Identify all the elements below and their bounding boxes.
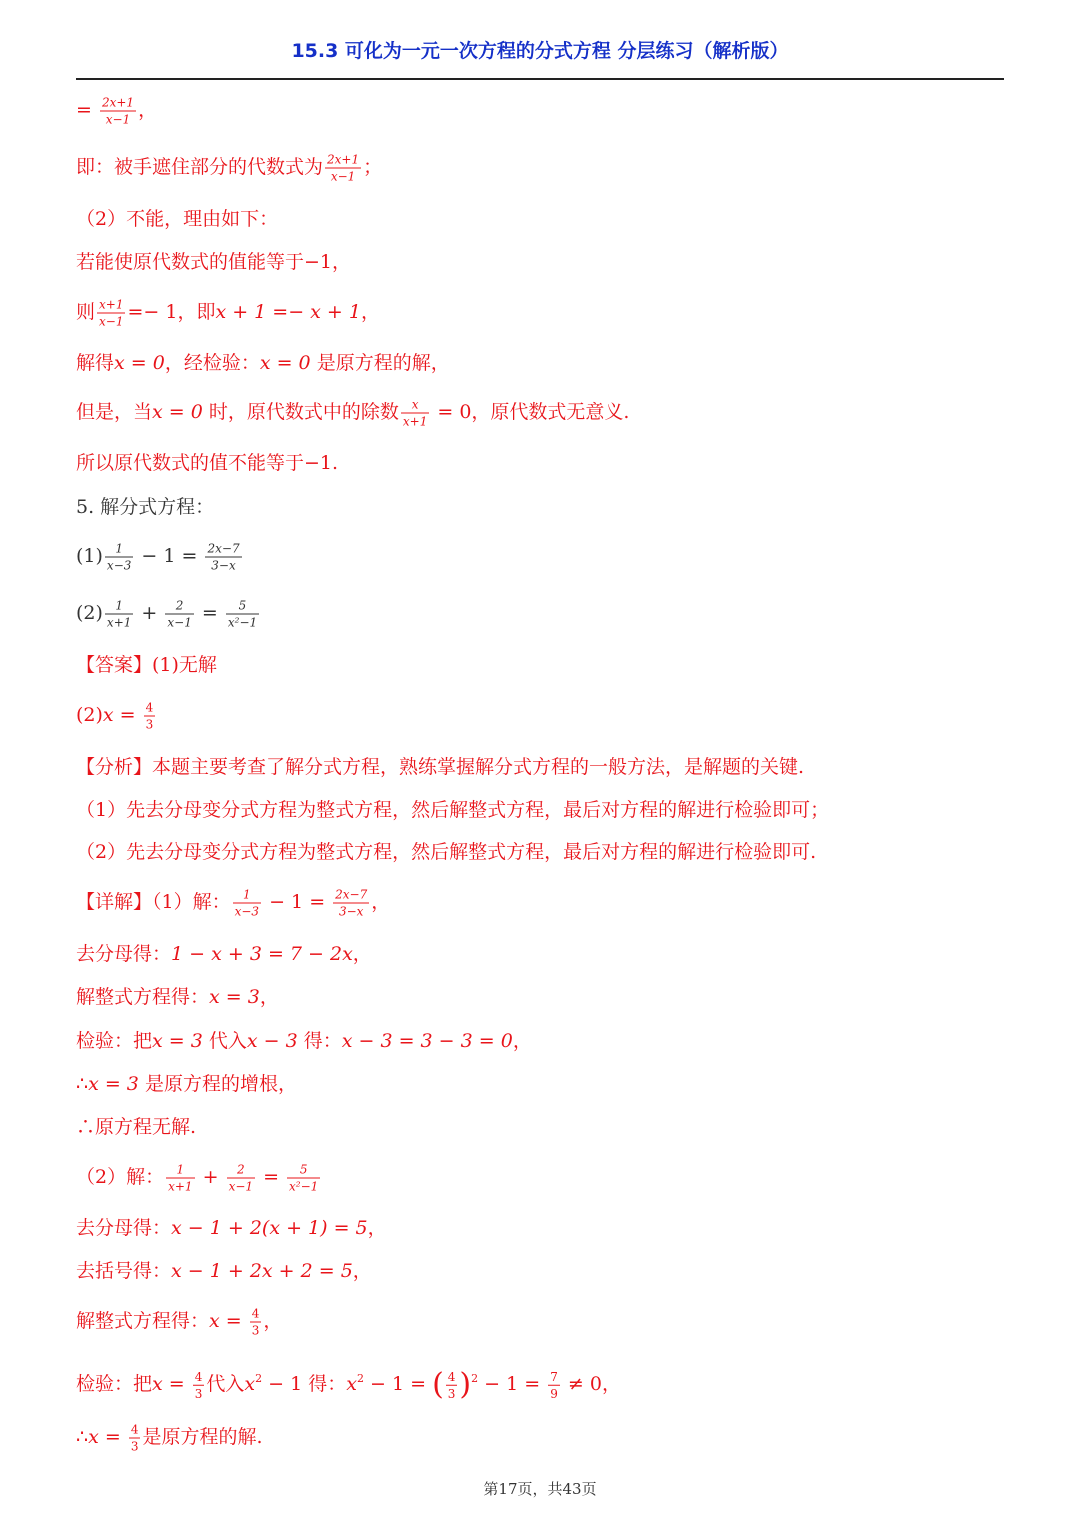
- label: (1): [76, 545, 103, 567]
- detail-line: [76, 1423, 263, 1454]
- fraction: [129, 1423, 141, 1454]
- math: x − 1 + 2(x + 1) = 5: [171, 1217, 368, 1239]
- detail-line: [76, 1258, 372, 1284]
- text: 解整式方程得：: [76, 1310, 210, 1332]
- numerator: 7: [550, 1369, 558, 1384]
- text: +: [196, 1166, 225, 1188]
- math: x − 3: [246, 1030, 298, 1052]
- page-header-title: 15.3 可化为一元一次方程的分式方程 分层练习（解析版）: [291, 40, 789, 62]
- punctuation: ，: [332, 251, 352, 273]
- denominator: x−1: [228, 1179, 254, 1194]
- solution-line: [76, 350, 450, 376]
- therefore-symbol: ∴: [76, 1073, 89, 1095]
- denominator: 3: [130, 1439, 139, 1454]
- text: 若能使原代数式的值能等于: [76, 251, 305, 273]
- text: − 1 =: [478, 1372, 547, 1395]
- detail-line: [76, 1071, 297, 1097]
- solution-line: [76, 398, 629, 429]
- numerator: 5: [287, 1163, 320, 1179]
- math: x =: [88, 1426, 127, 1448]
- fraction: [166, 1163, 194, 1194]
- math: x = 3: [88, 1073, 139, 1095]
- numerator: 2: [165, 599, 193, 615]
- fraction: [193, 1369, 205, 1400]
- fraction: [165, 599, 193, 630]
- math: x: [346, 1372, 357, 1395]
- numerator: 1: [105, 542, 133, 558]
- solution-line: [76, 298, 380, 329]
- punctuation: ，: [371, 891, 391, 913]
- math: x: [244, 1372, 256, 1395]
- right-paren: ): [459, 1366, 472, 1402]
- punctuation: ；: [363, 156, 383, 178]
- detail-line: [76, 888, 390, 919]
- detail-line: [76, 1028, 532, 1054]
- punctuation: ，: [360, 301, 380, 323]
- denominator: 3: [447, 1386, 456, 1401]
- header-rule: [76, 78, 1004, 80]
- question-part: [76, 599, 261, 630]
- denominator: x−1: [99, 314, 124, 329]
- fraction: [401, 398, 429, 429]
- fraction: [250, 1307, 262, 1338]
- punctuation: ，: [512, 1030, 532, 1052]
- math: 1 − x + 3 = 7 − 2x: [171, 943, 353, 965]
- detail-line: [76, 1163, 322, 1194]
- solution-line: [76, 153, 382, 184]
- denominator: 9: [550, 1386, 558, 1401]
- math: x = 3: [152, 1030, 203, 1052]
- numerator: 2x+1: [327, 152, 360, 167]
- math: x =: [209, 1310, 248, 1332]
- punctuation: ，: [352, 943, 372, 965]
- numerator: 4: [145, 700, 154, 715]
- equals-sign: =: [76, 99, 92, 121]
- punctuation: ，: [367, 1217, 387, 1239]
- fraction: [105, 542, 133, 573]
- denominator: x−1: [330, 169, 356, 184]
- label: (2): [76, 704, 103, 726]
- fraction: [227, 1163, 255, 1194]
- text: =− 1，即: [127, 301, 216, 323]
- fraction: [105, 599, 133, 630]
- math: x = 0: [152, 401, 203, 423]
- denominator: x+1: [402, 414, 428, 429]
- denominator: x−3: [234, 904, 260, 919]
- text: = 0，原代数式无意义.: [431, 401, 630, 423]
- text: 时，原代数式中的除数: [202, 401, 399, 423]
- punctuation: ，: [259, 986, 279, 1008]
- numerator: 2x−7: [335, 887, 368, 902]
- text: =: [113, 704, 142, 726]
- denominator: x+1: [168, 1179, 193, 1194]
- fraction: [226, 599, 259, 630]
- solution-line: （2）不能，理由如下：: [76, 208, 279, 230]
- numerator: 4: [251, 1306, 260, 1321]
- punctuation: ，: [263, 1310, 283, 1332]
- text: 检验：把: [76, 1030, 153, 1052]
- math: x = 3: [209, 986, 260, 1008]
- denominator: x−1: [105, 112, 131, 127]
- math: x = 0: [114, 352, 165, 374]
- text: 是原方程的解，: [310, 352, 450, 374]
- detail-line: [76, 1366, 621, 1401]
- denominator: x²−1: [289, 1179, 319, 1194]
- denominator: x−1: [167, 615, 192, 630]
- math: x = 0: [259, 352, 311, 374]
- fraction: [100, 96, 136, 127]
- math: x: [102, 704, 114, 726]
- text: =: [257, 1166, 286, 1188]
- fraction: [325, 153, 361, 184]
- page-number: 第17页，共43页: [483, 1480, 597, 1498]
- text: 代入: [206, 1372, 245, 1395]
- numerator: 1: [105, 599, 133, 615]
- fraction: [205, 542, 241, 573]
- text: ，经检验：: [164, 352, 260, 374]
- punctuation: .: [332, 452, 339, 474]
- numerator: 2x+1: [101, 95, 135, 110]
- math: x − 1 + 2x + 2 = 5: [171, 1260, 353, 1282]
- analysis-line: （1）先去分母变分式方程为整式方程，然后解整式方程，最后对方程的解进行检验即可；: [76, 799, 830, 821]
- question-title: 5. 解分式方程：: [76, 496, 215, 518]
- fraction: [97, 298, 125, 329]
- text: ≠ 0，: [561, 1372, 621, 1395]
- numerator: 2: [227, 1163, 255, 1179]
- numerator: x+1: [99, 297, 124, 312]
- text: − 1 得：: [262, 1372, 347, 1395]
- exponent: 2: [471, 1371, 479, 1385]
- fraction: [287, 1163, 320, 1194]
- detail-line: [76, 1307, 282, 1338]
- answer-tag: 【答案】: [76, 654, 153, 676]
- denominator: 3−x: [338, 904, 364, 919]
- solution-line: [76, 450, 338, 476]
- text: 解得: [76, 352, 115, 374]
- left-paren: (: [432, 1366, 444, 1402]
- detail-line: [76, 1215, 387, 1241]
- text: 是原方程的增根，: [138, 1073, 297, 1095]
- numerator: 4: [130, 1422, 139, 1437]
- text: 则: [76, 301, 96, 323]
- text: 是原方程的解.: [142, 1426, 263, 1448]
- text: 去分母得：: [76, 1217, 172, 1239]
- punctuation: ，: [352, 1260, 372, 1282]
- text: 检验：把: [76, 1372, 153, 1395]
- therefore-symbol: ∴: [76, 1426, 89, 1448]
- text: 解整式方程得：: [76, 986, 210, 1008]
- analysis-line: （2）先去分母变分式方程为整式方程，然后解整式方程，最后对方程的解进行检验即可.: [76, 841, 817, 863]
- text: 代入: [202, 1030, 247, 1052]
- text: − 1 =: [363, 1372, 433, 1395]
- solution-line: [76, 96, 157, 127]
- numerator: 4: [447, 1369, 456, 1384]
- fraction: [446, 1369, 458, 1400]
- label: (2): [76, 602, 103, 624]
- text: 即：被手遮住部分的代数式为: [76, 156, 324, 178]
- fraction: [548, 1369, 560, 1400]
- numerator: 1: [233, 888, 261, 904]
- denominator: x²−1: [227, 615, 258, 630]
- exponent: 2: [356, 1371, 364, 1385]
- analysis-line: 【分析】本题主要考查了解分式方程，熟练掌握解分式方程的一般方法，是解题的关键.: [76, 756, 805, 778]
- denominator: 3: [145, 717, 154, 732]
- text: 得：: [297, 1030, 342, 1052]
- text: =: [195, 602, 224, 624]
- detail-line: ∴原方程无解.: [76, 1116, 197, 1138]
- detail-line: [76, 941, 372, 967]
- fraction: [333, 888, 369, 919]
- question-part: [76, 542, 244, 573]
- text: （2）解：: [76, 1166, 165, 1188]
- text: − 1 =: [263, 891, 332, 913]
- denominator: x+1: [106, 615, 132, 630]
- text: 【详解】（1）解：: [76, 891, 231, 913]
- denominator: 3−x: [211, 558, 236, 573]
- denominator: 3: [194, 1386, 203, 1401]
- detail-line: [76, 984, 279, 1010]
- numerator: 2x−7: [207, 541, 240, 556]
- numerator: x: [401, 398, 429, 414]
- answer-line: [76, 701, 157, 732]
- math: −1: [304, 452, 333, 474]
- text: − 1 =: [135, 545, 204, 567]
- text: +: [135, 602, 164, 624]
- text: 但是，当: [76, 401, 153, 423]
- math: −1: [304, 251, 333, 273]
- numerator: 4: [194, 1369, 203, 1384]
- fraction: [233, 888, 261, 919]
- numerator: 1: [166, 1163, 194, 1179]
- math: x − 3 = 3 − 3 = 0: [341, 1030, 513, 1052]
- denominator: x−3: [106, 558, 132, 573]
- math: x + 1 =− x + 1: [215, 301, 361, 323]
- numerator: 5: [226, 599, 259, 615]
- fraction: [144, 701, 156, 732]
- text: 去括号得：: [76, 1260, 172, 1282]
- text: 所以原代数式的值不能等于: [76, 452, 305, 474]
- exponent: 2: [255, 1371, 263, 1385]
- solution-line: [76, 249, 351, 275]
- text: 去分母得：: [76, 943, 172, 965]
- punctuation: ，: [138, 99, 158, 121]
- answer-line: [76, 652, 217, 678]
- math: x =: [152, 1372, 191, 1395]
- denominator: 3: [251, 1323, 260, 1338]
- text: (1)无解: [152, 654, 217, 676]
